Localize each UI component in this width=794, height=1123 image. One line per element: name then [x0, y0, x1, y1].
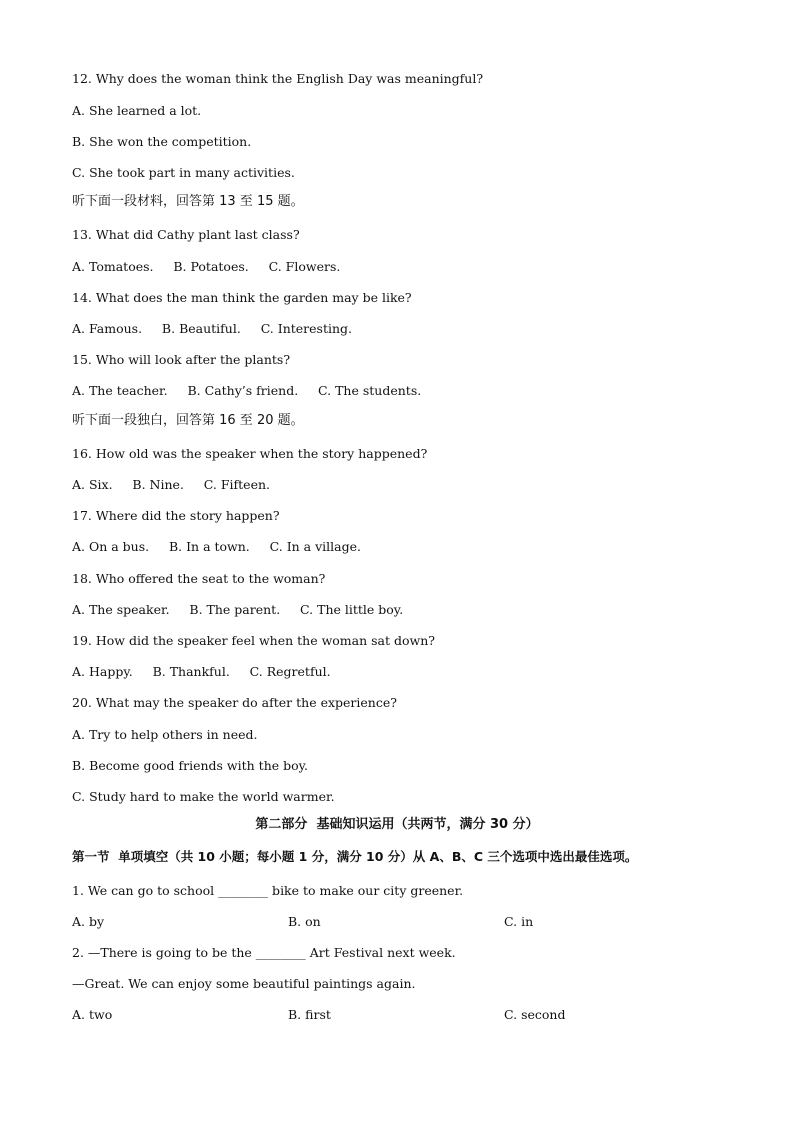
question-14-stem: 14. What does the man think the garden may be like?	[72, 290, 412, 305]
question-19-stem: 19. How did the speaker feel when the woman sat down?	[72, 633, 435, 648]
question-20-option-c: C. Study hard to make the world warmer.	[72, 789, 335, 804]
question-14-options: A. Famous. B. Beautiful. C. Interesting.	[72, 321, 352, 336]
question-15-options: A. The teacher. B. Cathy’s friend. C. The students.	[72, 383, 422, 398]
question-1-option-a: A. by	[72, 914, 105, 929]
question-19-options: A. Happy. B. Thankful. C. Regretful.	[72, 664, 331, 679]
section-instruction-13-15: 听下面一段材料，回答第 13 至 15 题。	[72, 194, 304, 209]
question-2-option-c: C. second	[504, 1007, 566, 1022]
question-13-stem: 13. What did Cathy plant last class?	[72, 227, 300, 242]
question-2-stem: 2. —There is going to be the ________ Art Festival next week.	[72, 945, 456, 960]
question-20-option-b: B. Become good friends with the boy.	[72, 758, 309, 773]
question-12-option-c: C. She took part in many activities.	[72, 165, 295, 180]
question-16-options: A. Six. B. Nine. C. Fifteen.	[72, 477, 270, 492]
question-15-stem: 15. Who will look after the plants?	[72, 352, 291, 367]
question-17-stem: 17. Where did the story happen?	[72, 508, 280, 523]
question-16-stem: 16. How old was the speaker when the story happened?	[72, 446, 428, 461]
section-instruction-16-20: 听下面一段独白，回答第 16 至 20 题。	[72, 413, 304, 428]
question-18-stem: 18. Who offered the seat to the woman?	[72, 571, 326, 586]
question-2-reply: —Great. We can enjoy some beautiful paintings again.	[72, 976, 416, 991]
question-2-option-b: B. first	[288, 1007, 331, 1022]
question-20-stem: 20. What may the speaker do after the experience?	[72, 695, 397, 710]
question-2-option-a: A. two	[72, 1007, 113, 1022]
question-20-option-a: A. Try to help others in need.	[72, 727, 258, 742]
question-1-option-b: B. on	[288, 914, 321, 929]
part-2-title: 第二部分 基础知识运用（共两节，满分 30 分）	[255, 817, 539, 832]
question-12-option-a: A. She learned a lot.	[72, 103, 202, 118]
question-13-options: A. Tomatoes. B. Potatoes. C. Flowers.	[72, 259, 341, 274]
question-17-options: A. On a bus. B. In a town. C. In a village.	[72, 539, 361, 554]
question-1-option-c: C. in	[504, 914, 534, 929]
section-1-title: 第一节 单项填空（共 10 小题；每小题 1 分，满分 10 分）从 A、B、C 三个选项中选出最佳选项。	[72, 849, 638, 864]
question-12-option-b: B. She won the competition.	[72, 134, 252, 149]
question-1-stem: 1. We can go to school ________ bike to make our city greener.	[72, 883, 464, 898]
question-18-options: A. The speaker. B. The parent. C. The little boy.	[72, 602, 404, 617]
question-12-stem: 12. Why does the woman think the English Day was meaningful?	[72, 71, 484, 86]
